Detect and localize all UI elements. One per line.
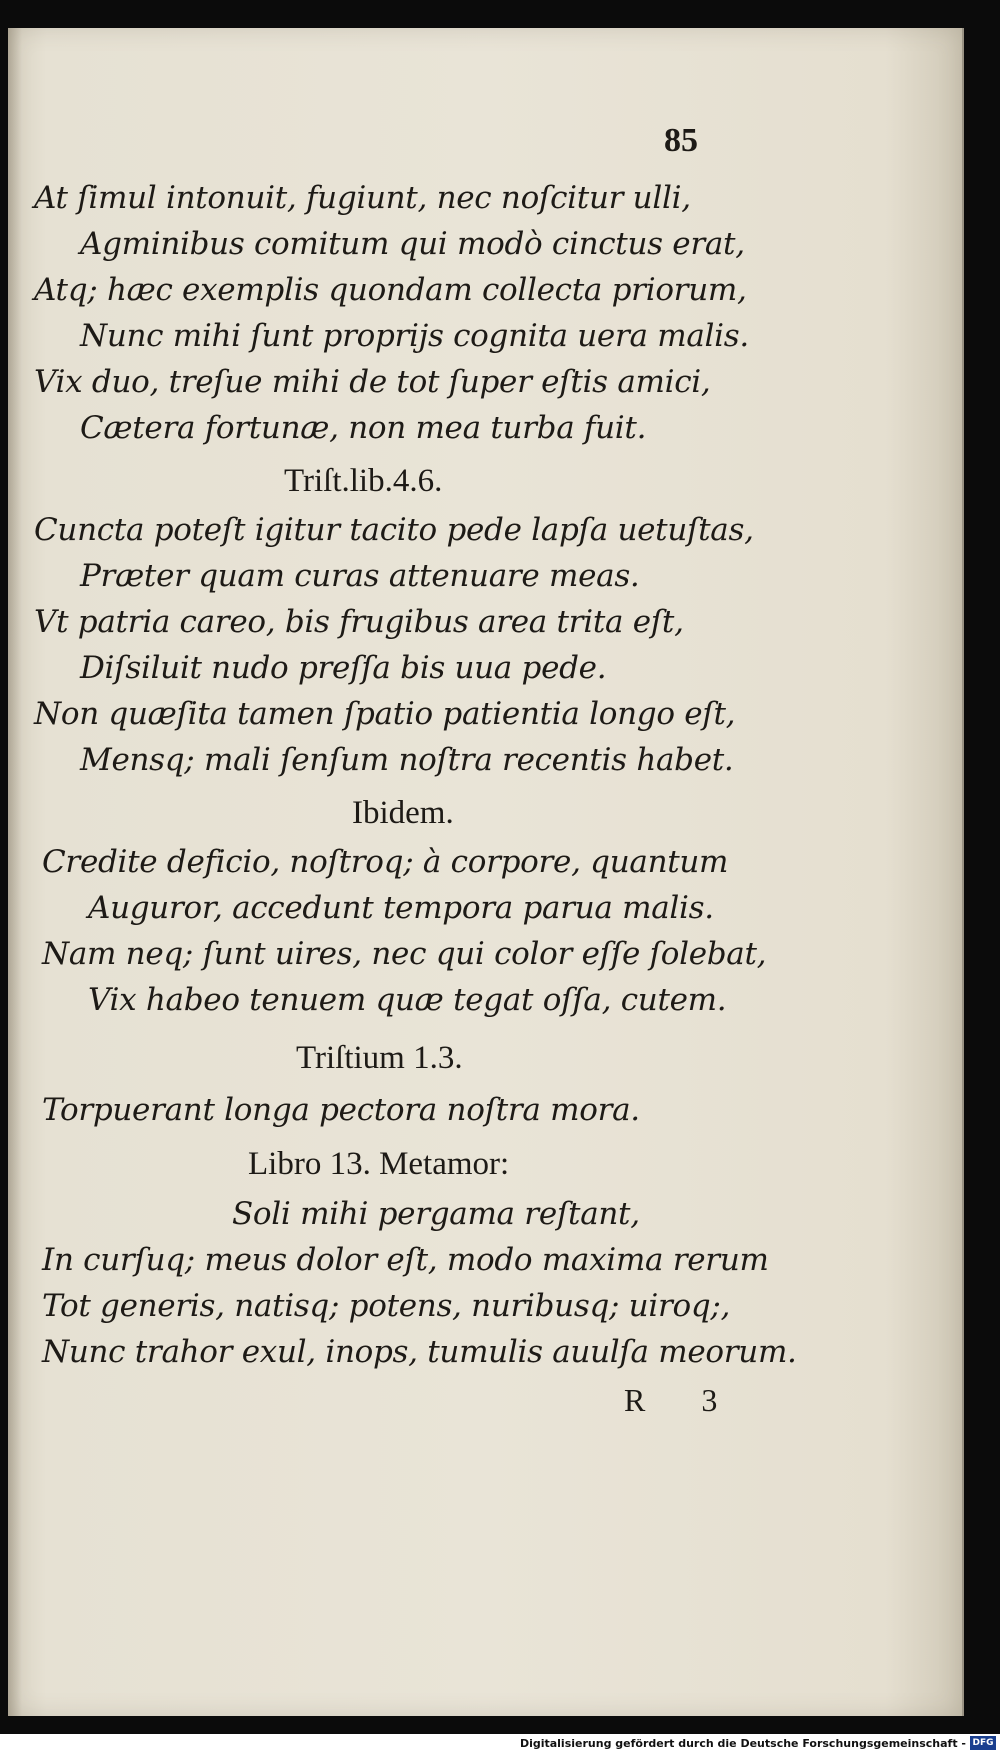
- verse-line: Cuncta poteſt igitur tacito pede lapſa uetuſtas,: [34, 512, 754, 548]
- footer-funding-note: Digitalisierung gefördert durch die Deutsche Forschungsgemeinschaft -: [519, 1737, 966, 1750]
- section-heading: Triſt.lib.4.6.: [284, 463, 443, 499]
- verse-line: Diſsiluit nudo preſſa bis uua pede.: [80, 650, 607, 686]
- verse-line: Vix duo, treſue mihi de tot ſuper eſtis amici,: [34, 364, 711, 400]
- verse-line: Auguror, accedunt tempora parua malis.: [88, 890, 714, 926]
- verse-line: Torpuerant longa pectora noſtra mora.: [42, 1092, 640, 1128]
- verse-line: Mensq; mali ſenſum noſtra recentis habet.: [80, 742, 734, 778]
- verse-line: Agminibus comitum qui modò cinctus erat,: [80, 226, 745, 262]
- verse-line: Nunc trahor exul, inops, tumulis auulſa meorum.: [42, 1334, 797, 1370]
- verse-line: In curſuq; meus dolor eſt, modo maxima rerum: [42, 1242, 769, 1278]
- section-heading: Libro 13. Metamor:: [248, 1146, 510, 1182]
- verse-line: At ſimul intonuit, fugiunt, nec noſcitur ulli,: [34, 180, 691, 216]
- verse-line: Atq; hæc exemplis quondam collecta priorum,: [34, 272, 747, 308]
- verse-line: Non quæſita tamen ſpatio patientia longo eſt,: [34, 696, 736, 732]
- verse-line: Præter quam curas attenuare meas.: [80, 558, 640, 594]
- section-heading: Triſtium 1.3.: [296, 1040, 463, 1076]
- signature-mark: R 3: [624, 1382, 742, 1418]
- verse-line: Soli mihi pergama reſtant,: [232, 1196, 640, 1232]
- verse-line: Nunc mihi ſunt proprijs cognita uera malis.: [80, 318, 749, 354]
- verse-line: Credite deficio, noſtroq; à corpore, quantum: [42, 844, 729, 880]
- verse-line: Vix habeo tenuem quæ tegat oſſa, cutem.: [88, 982, 727, 1018]
- section-heading: Ibidem.: [352, 795, 454, 831]
- verse-line: Nam neq; ſunt uires, nec qui color eſſe ſolebat,: [42, 936, 767, 972]
- verse-line: Tot generis, natisq; potens, nuribusq; uiroq;,: [42, 1288, 731, 1324]
- page-number: 85: [664, 122, 698, 159]
- verse-line: Cætera fortunæ, non mea turba fuit.: [80, 410, 647, 446]
- verse-line: Vt patria careo, bis frugibus area trita eſt,: [34, 604, 684, 640]
- dfg-logo: DFG: [970, 1736, 996, 1750]
